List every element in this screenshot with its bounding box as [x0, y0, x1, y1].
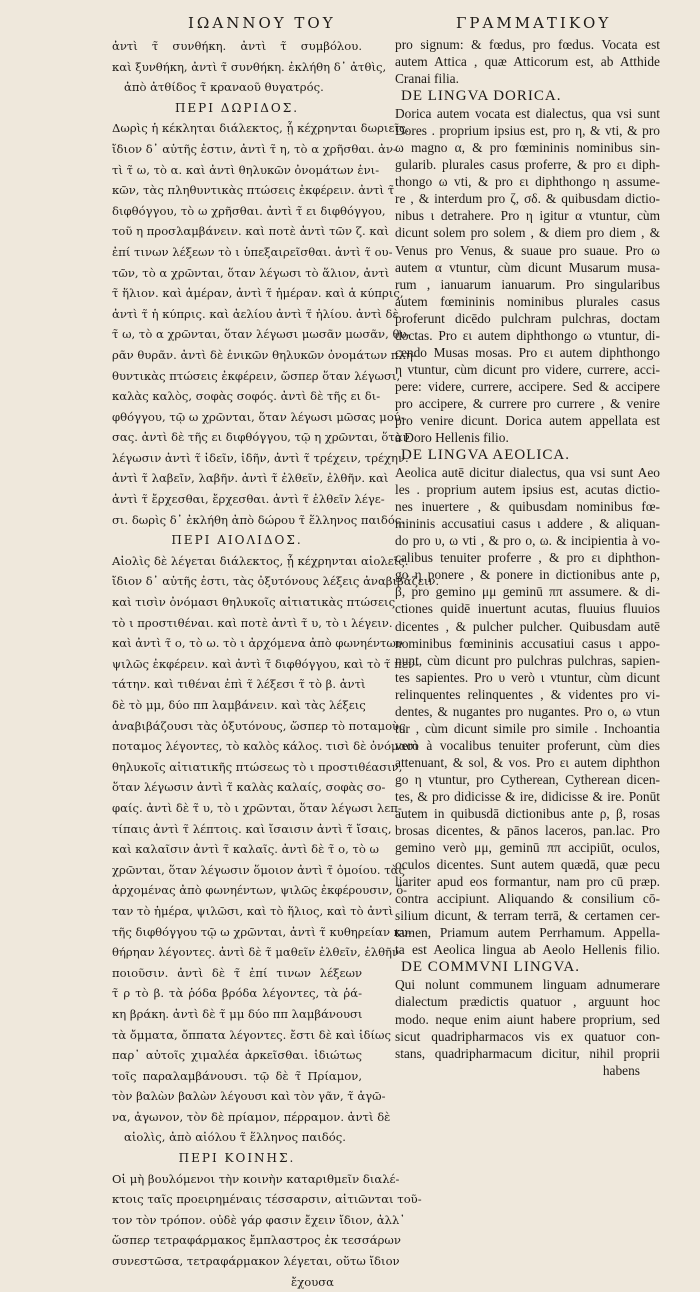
section-heading: ΠΕΡΙ ΑΙΟΛΙΔΟΣ.	[171, 533, 303, 548]
greek-text-line: καὶ ξυνθήκη, ἀντὶ τ̃ συνθήκη. ἐκλήθη δ᾽ ἀτθὶς,	[112, 59, 387, 74]
latin-text-column	[395, 36, 660, 1079]
greek-text-line: τοῖς παραλαμβάνουσι. τῷ δὲ τ̃ Πρίαμον,	[112, 1068, 362, 1083]
latin-text-line: à Doro Hellenis filio.	[395, 430, 509, 446]
greek-text-line: ἀντὶ τ̃ συνθήκη. ἀντὶ τ̃ συμβόλου.	[112, 39, 362, 53]
greek-text-line: αἰολὶς, ἀπὸ αἰόλου τ̃ ἕλληνος παιδός.	[124, 1130, 346, 1145]
greek-text-line: παρ᾽ αὐτοῖς χιμαλέα ἀρκεῖσθαι. ἰδιώτως	[112, 1048, 362, 1063]
latin-text-line: habens	[602, 1062, 640, 1078]
running-head-right: ΓΡΑΜΜΑΤΙΚΟΥ	[456, 14, 612, 32]
greek-text-line: ἀρχομένας ἀπὸ φωνηέντων, ψιλῶς ἐκφέρουσιν, ὅ-	[112, 883, 408, 898]
latin-text-line: tes sapientes. Pro υ verò ι vtuntur, cùm dicunt	[395, 669, 660, 685]
latin-text-line: ctiones quidē inuertunt acutas, fluuius fluuios	[395, 601, 660, 617]
latin-text-line: Cranai filia.	[395, 71, 459, 87]
latin-text-line: nunt, cùm dicunt pro pulchras pulchras, sapien-	[395, 652, 660, 668]
latin-text-line: Aeolica autē dicitur dialectus, qua vsi sunt Aeo	[395, 465, 660, 481]
greek-text-line: ἐπί τινων λέξεων τὸ ι ὑπεξαιρεῖσθαι. ἀντὶ τ̃ ου-	[112, 244, 393, 259]
latin-text-line: pro signum: & fœdus, pro fœdus. Vocata est	[395, 37, 660, 52]
greek-text-line: τὸν βαλὼν βαλὼν λέγουσι καὶ τὸν γᾶν, τ̃ ἀγῶ-	[112, 1089, 386, 1104]
greek-text-line: φθόγγου, τῷ ω χρῶνται, ὅταν λέγωσι μῶσας μού-	[112, 409, 405, 424]
latin-text-line: doctas. Pro ει autem diphthongo ω vtuntur, di-	[395, 327, 660, 343]
latin-text-line: nominibus fœmininis accusatiui casus ι appo-	[395, 635, 660, 651]
latin-text-line: thongo ω vti, & pro ει diphthongo η assume-	[395, 174, 660, 190]
latin-text-line: calibus tenuiter proferre , & pro ει diphthon-	[395, 550, 660, 566]
greek-text-line: φαίς. ἀντὶ δὲ τ̃ υ, τὸ ι χρῶνται, ὅταν λέγωσι λεπ-	[112, 800, 402, 815]
latin-text-line: dicunt solem pro solem , & diem pro diem , &	[395, 225, 660, 241]
greek-text-line: ἴδιον δ᾽ αὐτῆς ἐστιν, ἀντὶ τ̃ η, τὸ α χρῆσθαι. ἀν-	[112, 141, 397, 156]
latin-text-line: autem α vtuntur, cùm dicunt Musarum musa-	[395, 259, 660, 275]
greek-text-line: ἀναβιβάζουσι τὰς ὀξυτόνους, ὥσπερ τὸ ποταμοὺς	[112, 718, 406, 733]
greek-text-line: ἀντὶ τ̃ ἔρχεσθαι, ἔρχεσθαι. ἀντὶ τ̃ ἐλθεῖν λέγε-	[112, 492, 385, 507]
greek-text-line: τ̃ ω, τὸ α χρῶνται, ὅταν λέγωσι μωσᾶν μωσᾶν, θυ-	[112, 327, 411, 342]
greek-text-line: κῶν, τὰς πληθυντικὰς πτώσεις ἐκφέρειν. ἀντὶ τ̃	[112, 183, 395, 198]
latin-text-line: Dorica autem vocata est dialectus, qua vsi sunt	[395, 106, 660, 122]
greek-text-line: τὸ ι προστιθέναι. καὶ ποτὲ ἀντὶ τ̃ υ, τὸ ι λέγειν.	[112, 615, 393, 630]
latin-text-line: dicentes , & pulcher pulcher. Quibusdam autē	[395, 618, 660, 634]
greek-text-line: να, ἀγωνον, τὸν δὲ πρίαμον, πέρραμον. ἀντὶ δὲ	[112, 1109, 391, 1124]
greek-text-line: ποιοῦσιν. ἀντὶ δὲ τ̃ ἐπί τινων λέξεων	[112, 965, 362, 980]
latin-text-line: brosas dicentes, & pānos laceros, pan.lac. Pro	[395, 823, 660, 839]
greek-text-line: καὶ ἀντὶ τ̃ ο, τὸ ω. τὸ ι ἀρχόμενα ἀπὸ φωνηέντων	[112, 636, 403, 651]
latin-text-line: liariter apud eos formantur, nam pro cū præp.	[395, 874, 660, 890]
greek-text-line: ἀπὸ ἀτθίδος τ̃ κραναοῦ θυγατρός.	[124, 80, 324, 95]
latin-text-line: Qui nolunt communem linguam adnumerare	[395, 977, 660, 993]
greek-text-line: κτοις ταῖς προειρημέναις τέσσαρσιν, αἰτιῶνται τοῦ-	[112, 1192, 422, 1207]
greek-text-line: ταν τὸ ἡμέρα, ψιλῶσι, καὶ τὸ ἥλιος, καὶ τὸ ἀντὶ	[112, 903, 394, 918]
greek-text-line: θυντικὰς πτώσεις ἐκφέρειν, ὥσπερ ὅταν λέγωσι,	[112, 368, 401, 383]
latin-text-line: gemino verò μμ, geminū ππ accipiūt, oculos,	[395, 840, 660, 856]
greek-text-line: ὅταν λέγωσιν ἀντὶ τ̃ καλὰς καλαίς, σοφὰς σο-	[112, 780, 386, 795]
greek-text-line: σι. δωρὶς δ᾽ ἐκλήθη ἀπὸ δώρου τ̃ ἕλληνος παιδός.	[112, 512, 406, 527]
greek-text-line: τῶν, τὸ α χρῶνται, ὅταν λέγωσι τὸ ἅλιον, ἀντὶ	[112, 265, 390, 280]
latin-text-line: pro venire dicunt. Dorica autem appellata est	[395, 412, 660, 428]
greek-text-line: ὥσπερ τετραφάρμακος ἔμπλαστρος ἐκ τεσσάρων	[112, 1233, 401, 1248]
greek-text-line: τάτην. καὶ τιθέναι ἐπὶ τ̃ λέξεσι τ̃ τὸ β. ἀντὶ	[112, 677, 366, 692]
latin-text-line: verò à vocalibus tenuiter proferunt, cùm dies	[395, 737, 660, 753]
latin-text-line: les . proprium autem ipsius est, acutas dictio-	[395, 482, 660, 498]
latin-text-line: autem Attica , quæ Atticorum est, ab Atthide	[395, 54, 660, 70]
latin-text-line: Venus pro Venus, & suaue pro suaue. Pro ω	[395, 242, 660, 258]
latin-text-line: pro accipere, & currere pro currere , & venire	[395, 395, 660, 411]
latin-text-line: oculos dicentes. Sunt autem quædā, quæ pecu	[395, 857, 660, 873]
greek-text-line: ἔχουσα	[290, 1274, 334, 1289]
latin-text-line: autem fœmininis nominibus plurales casus	[395, 293, 660, 309]
greek-text-line: τὶ τ̃ ω, τὸ α. καὶ ἀντὶ θηλυκῶν ὀνομάτων ἑνι-	[112, 162, 380, 177]
greek-text-line: Οἱ μὴ βουλόμενοι τὴν κοινὴν καταριθμεῖν διαλέ-	[112, 1171, 400, 1186]
greek-text-line: τ̃ ρ τὸ β. τὰ ῥόδα βρόδα λέγοντες, τὰ ῥά-	[112, 986, 362, 1001]
latin-text-line: Dores . proprium ipsius est, pro η, & vti, & pro	[395, 123, 660, 139]
latin-text-line: autem in quibusdā dictionibus ante ρ, β, rosas	[395, 806, 660, 822]
latin-text-line: modo. neque enim aiunt habere proprium, sed	[395, 1011, 660, 1027]
greek-text-line: ποταμος λέγοντες, τὸ καλὸς κάλος. τισὶ δὲ ὀνόμασι	[112, 739, 419, 754]
latin-text-line: ω magno α, & pro fœmininis nominibus sin-	[395, 140, 660, 156]
section-heading: DE LINGVA AEOLICA.	[401, 447, 570, 464]
latin-text-line: tur , cùm dicunt simile pro simile . Inchoantia	[395, 720, 660, 736]
greek-text-line: τίπαις ἀντὶ τ̃ λέπτοις. καὶ ἴσαισιν ἀντὶ τ̃ ἴσαις,	[112, 821, 392, 836]
section-heading: ΠΕΡΙ ΔΩΡΙΔΟΣ.	[174, 100, 300, 115]
greek-text-line: ψιλῶς ἐκφέρειν. καὶ ἀντὶ τ̃ διφθόγγου, καὶ τὸ τ̃ πεν-	[112, 656, 419, 671]
greek-text-line: καὶ τισὶν ὀνόμασι θηλυκοῖς αἰτιατικὰς πτώσεις	[112, 595, 396, 610]
greek-text-line: ρᾶν θυρᾶν. ἀντὶ δὲ ἑνικῶν θηλυκῶν ὀνομάτων πλη-	[112, 347, 417, 362]
latin-text-line: contra accipiunt. Aliquando & consilium cō-	[395, 891, 660, 907]
latin-text-line: proferunt dicēdo pulchram pulchras, doctam	[395, 310, 660, 326]
latin-text-line: η vtuntur, cùm dicunt pro videre, currere, acci-	[395, 361, 660, 377]
greek-text-line: ἴδιον δ᾽ αὐτῆς ἐστι, τὰς ὀξυτόνους λέξεις ἀναβιβάζειν.	[112, 574, 440, 589]
latin-text-line: rum , ianuarum ianuarum. Pro singularibus	[395, 276, 660, 292]
greek-text-line: καὶ καλαῖσιν ἀντὶ τ̃ καλαῖς. ἀντὶ δὲ τ̃ ο, τὸ ω	[112, 842, 379, 857]
greek-text-line: διφθόγγου, τὸ ω χρῆσθαι. ἀντὶ τ̃ ει διφθόγγου,	[112, 203, 386, 218]
latin-text-line: tes, & pro didicisse & ire, didicisse & ire. Ponūt	[395, 788, 660, 804]
greek-text-line: θηλυκοῖς αἰτιατικῆς πτώσεως τὸ ι προστιθέασιν,	[112, 759, 403, 774]
section-heading: DE LINGVA DORICA.	[401, 88, 562, 105]
latin-text-line: go η vtuntur, pro Cytherean, Cytherean dicen-	[395, 771, 660, 787]
greek-text-line: λέγωσιν ἀντὶ τ̃ ἰδεῖν, ἰδῆν, ἀντὶ τ̃ τρέχειν, τρέχην.	[112, 450, 409, 465]
greek-text-line: τ̃ ἥλιον. καὶ ἁμέραν, ἀντὶ τ̃ ἡμέραν. καὶ ἁ κύπρις,	[112, 286, 404, 301]
latin-text-line: mininis accusatiui casus ι addere , & aliquan-	[395, 516, 660, 532]
latin-text-line: sicut quadripharmacos vis ex quatuor con-	[395, 1028, 660, 1044]
latin-text-line: ta est Aeolica lingua ab Aeolo Hellenis filio.	[395, 942, 660, 958]
latin-text-line: β, pro gemino μμ geminū ππ assumere. & di-	[395, 584, 660, 600]
greek-text-line: δὲ τὸ μμ, δύο ππ λαμβάνειν. καὶ τὰς λέξεις	[112, 698, 366, 712]
greek-text-line: Δωρὶς ἡ κέκληται διάλεκτος, ᾗ κέχρηνται δωριεῖς.	[112, 121, 410, 136]
section-heading: ΠΕΡΙ ΚΟΙΝΗΣ.	[178, 1151, 296, 1166]
latin-text-line: nibus ι detrahere. Pro η igitur α vtuntur, cùm	[395, 208, 660, 224]
latin-text-line: tamen, Priamum autem Perrhamum. Appella-	[395, 925, 660, 941]
latin-text-line: gularib. plurales casus proferre, & pro ει diph-	[395, 157, 660, 173]
latin-text-line: relinquentes relinquentes , & videntes pro vi-	[395, 686, 660, 702]
greek-text-line: τὰ ὄμματα, ὄππατα λέγοντες. ἔστι δὲ καὶ ἰδίως	[112, 1027, 391, 1042]
latin-text-line: dialectum prædictis quatuor , arguunt hoc	[395, 994, 660, 1010]
greek-text-line: Αἰολὶς δὲ λέγεται διάλεκτος, ᾗ κέχρηνται αἰολεῖς.	[112, 553, 409, 568]
greek-text-line: τοῦ η προσλαμβάνειν. καὶ ποτὲ ἀντὶ τῶν ζ. καὶ	[112, 224, 389, 239]
greek-text-line: σας. ἀντὶ δὲ τῆς ει διφθόγγου, τῷ η χρῶνται, ὅταν	[112, 430, 410, 445]
latin-text-line: do pro υ, ω vti , & pro ο, ω. & incipientia à vo-	[395, 533, 660, 549]
section-heading: DE COMMVNI LINGVA.	[401, 959, 580, 976]
latin-text-line: nes inuertere , & quibusdam nominibus fœ-	[395, 499, 660, 515]
latin-text-line: cendo Musas mosas. Pro ει autem diphthongo	[395, 344, 660, 360]
running-head	[0, 14, 700, 36]
greek-text-line: ἀντὶ τ̃ ἡ κύπρις. καὶ ἀελίου ἀντὶ τ̃ ἡλίου. ἀντὶ δὲ	[112, 306, 399, 321]
greek-text-line: θήρηαν λέγοντες. ἀντὶ δὲ τ̃ μαθεῖν ἐλθεῖν, ἐλθῆν	[112, 945, 400, 960]
latin-text-line: pere: videre, currere, accipere. Sed & accipere	[395, 378, 660, 394]
latin-text-line: go η ponere , & ponere in dictionibus ante ρ,	[395, 567, 660, 583]
greek-text-line: συνεστῶσα, τετραφάρμακον λέγεται, οὕτω ἴδιον	[112, 1254, 400, 1269]
latin-text-line: silium dicunt, & terram terrā, & certamen cer-	[395, 908, 660, 924]
latin-text-line: re , & interdum pro ζ, σδ. & quibusdam dictio-	[395, 191, 660, 207]
greek-text-line: τῆς διφθόγγου τῷ ω χρῶνται, ἀντὶ τ̃ κυθηρείαν κυ-	[112, 924, 412, 939]
latin-text-line: dentes, & nugantes pro nugantes. Pro ο, ω vtun	[395, 703, 660, 719]
running-head-left: ΙΩΑΝΝΟΥ ΤΟΥ	[188, 14, 336, 32]
greek-text-line: κη βράκη. ἀντὶ δὲ τ̃ μμ δύο ππ λαμβάνουσι	[112, 1006, 363, 1021]
latin-text-line: attenuant, & sol, & vos. Pro ει autem diphthon	[395, 754, 660, 770]
greek-text-line: καλὰς καλὸς, σοφὰς σοφός. ἀντὶ δὲ τῆς ει δι-	[112, 389, 381, 404]
latin-text-line: stans, quadripharmacum dicitur, nihil proprii	[395, 1045, 660, 1061]
greek-text-line: ἀντὶ τ̃ λαβεῖν, λαβῆν. ἀντὶ τ̃ ἐλθεῖν, ἐλθῆν. καὶ	[112, 471, 389, 486]
greek-text-line: χρῶνται, ὅταν λέγωσιν ὅμοιον ἀντὶ τ̃ ὁμοίου. τὰς	[112, 862, 405, 877]
greek-text-line: τον τὸν τρόπον. οὐδὲ γάρ φασιν ἔχειν ἴδιον, ἀλλ᾽	[112, 1212, 406, 1227]
